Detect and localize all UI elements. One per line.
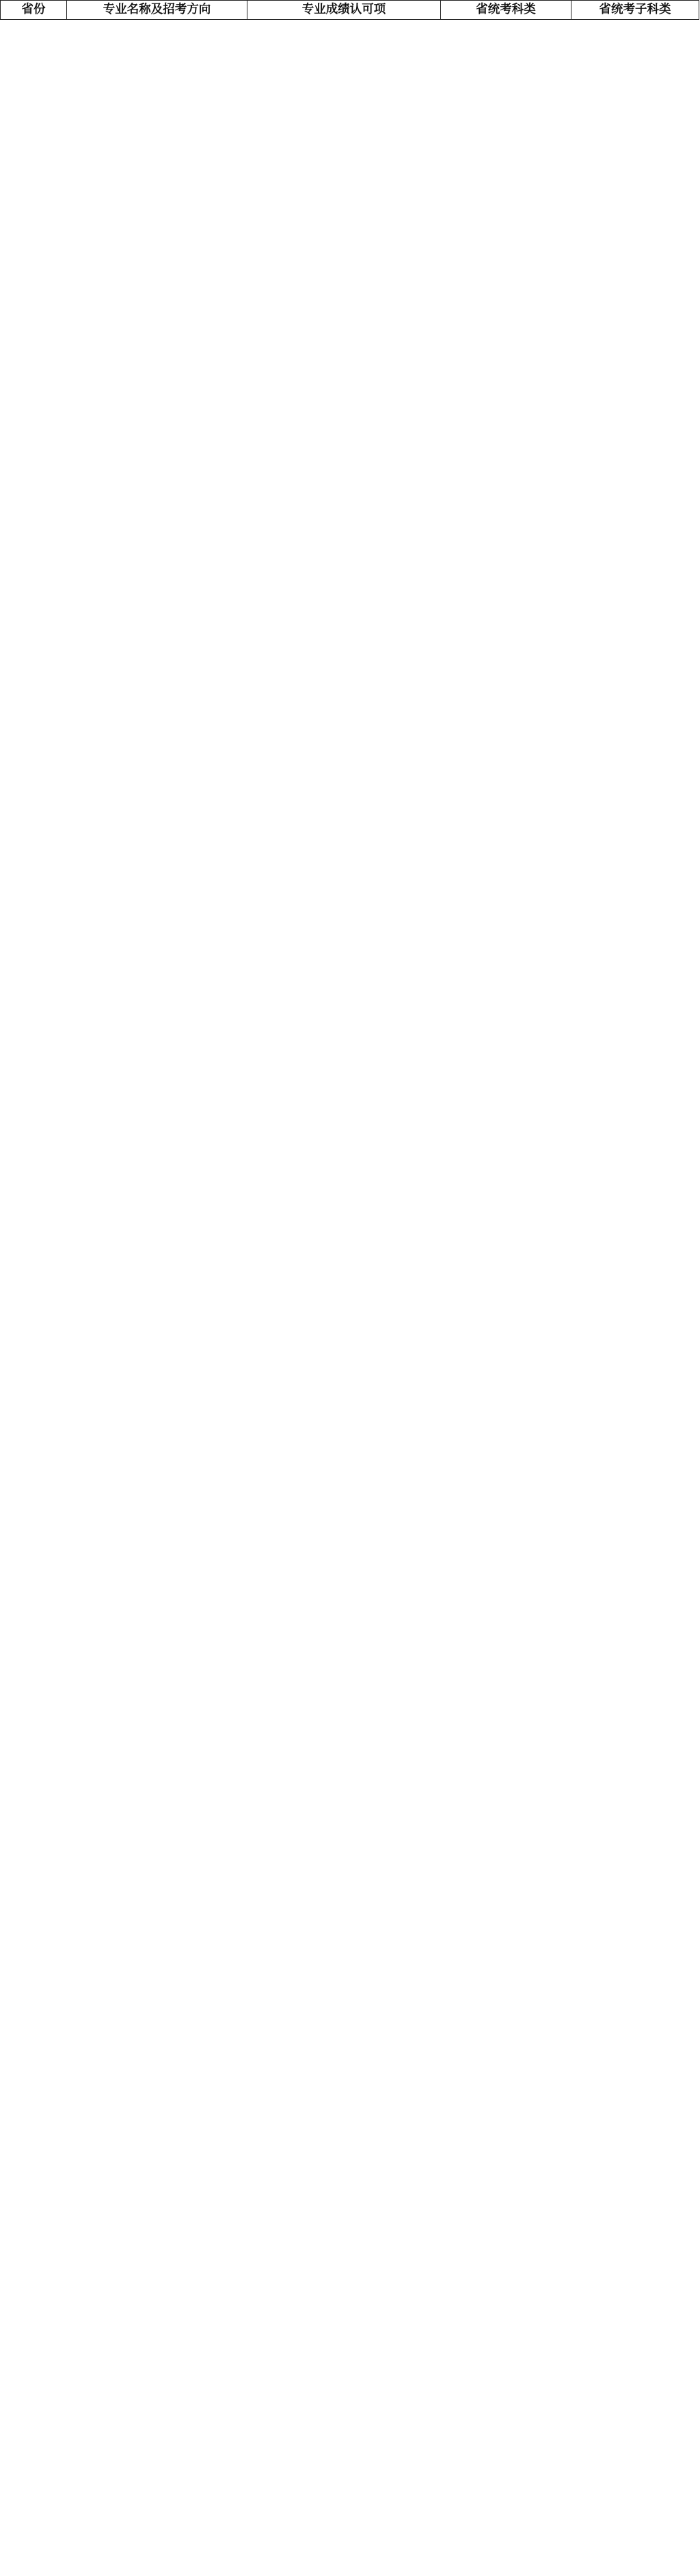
header-row [1, 1, 699, 20]
header-province: 省份 [1, 1, 67, 20]
header-major: 专业名称及招考方向 [67, 1, 247, 20]
header-recognition: 专业成绩认可项 [247, 1, 441, 20]
table-body [1, 20, 699, 2575]
header-exam-category: 省统考科类 [441, 1, 571, 20]
header-exam-subcategory: 省统考子科类 [571, 1, 699, 20]
